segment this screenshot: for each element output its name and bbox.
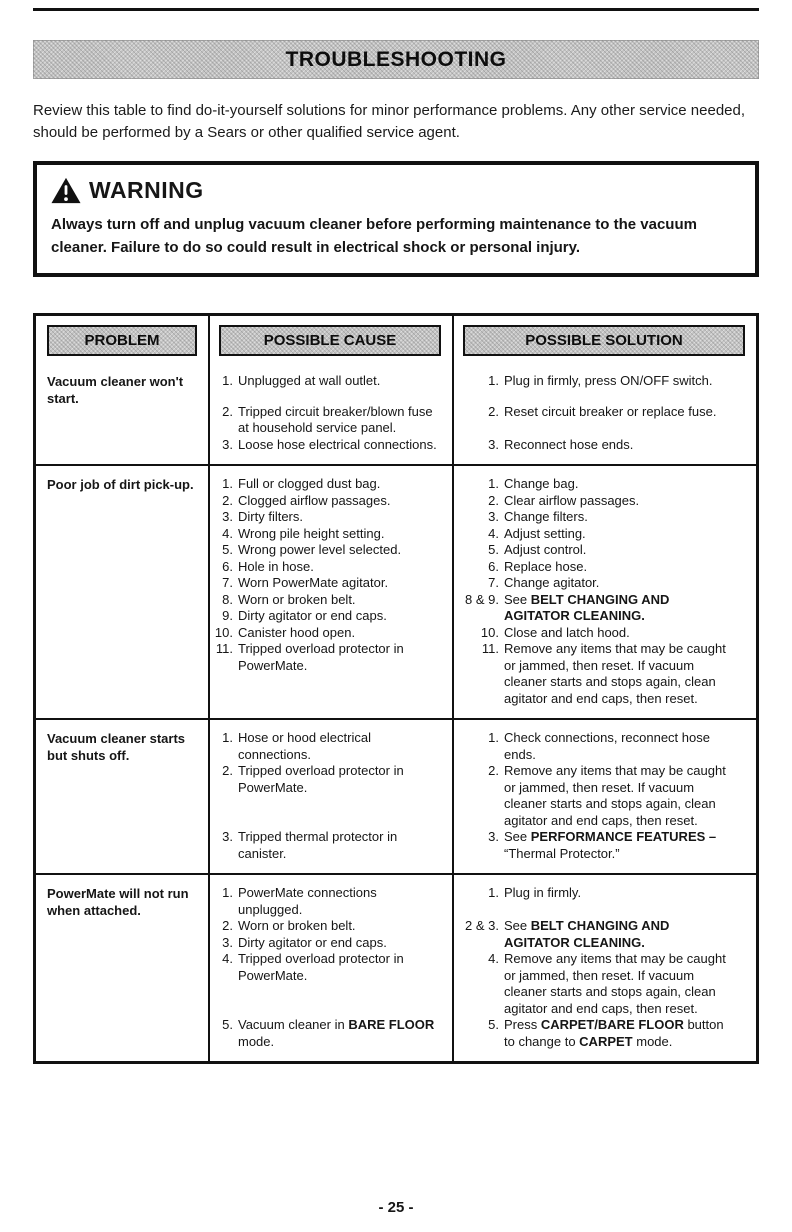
item-number: 1. [488,885,499,901]
item-text: Dirty agitator or end caps. [238,608,387,624]
item-text: PowerMate connections unplugged. [238,885,377,917]
solution-item [452,592,756,625]
item-number: 1. [488,476,499,492]
cause-item [208,476,452,493]
solution-item [452,509,756,526]
cause-item [208,730,452,763]
cause-item [208,526,452,543]
solution-item [452,1017,756,1050]
item-text: Hose or hood electrical connections. [238,730,371,762]
solution-item [452,476,756,493]
item-text: Worn or broken belt. [238,918,356,934]
cause-item [208,373,452,390]
item-number: 4. [488,951,499,967]
top-rule [33,8,759,11]
item-text: Unplugged at wall outlet. [238,373,381,389]
item-number: 8. [222,591,233,607]
item-number: 11. [215,641,233,657]
header-possible-cause: POSSIBLE CAUSE [219,325,441,356]
solution-item [452,373,756,390]
item-number: 9. [222,608,233,624]
item-number: 2 & 3. [465,918,499,934]
solution-item [452,559,756,576]
problem-cell: Vacuum cleaner starts but shuts off. [47,731,186,763]
item-number: 3. [222,436,233,452]
item-text: Canister hood open. [238,624,356,640]
item-text: Wrong power level selected. [238,542,402,558]
item-number: 2. [488,403,499,419]
table-rows [36,363,756,1061]
item-number: 10. [214,624,233,640]
item-text: Remove any items that may be caught or jammed, then reset. If vacuum cleaner starts and stops again, clean agitator and end caps, then reset. [504,763,726,828]
page-title: TROUBLESHOOTING [285,47,507,71]
item-text: Adjust setting. [504,525,586,541]
troubleshooting-table [33,313,759,1064]
cause-item [208,542,452,559]
item-text: Remove any items that may be caught or jammed, then reset. If vacuum cleaner starts and stops again, clean agitator and end caps, then reset. [504,951,726,1016]
cause-item [208,509,452,526]
item-text: Clogged airflow passages. [238,492,391,508]
item-number: 4. [222,525,233,541]
item-text: Replace hose. [504,558,588,574]
item-number: 10. [480,624,499,640]
cause-item [208,559,452,576]
item-number: 1. [488,730,499,746]
item-text: Worn or broken belt. [238,591,356,607]
item-text: Adjust control. [504,542,587,558]
item-number: 6. [222,558,233,574]
item-number: 3. [222,934,233,950]
item-number: 7. [488,575,499,591]
item-text: Plug in firmly, press ON/OFF switch. [504,373,713,389]
cause-item [208,829,452,862]
page-number: - 25 - [378,1199,414,1216]
item-number: 1. [222,373,233,389]
item-number: 3. [488,509,499,525]
cause-item [208,608,452,625]
item-number: 1. [222,885,233,901]
item-text: Vacuum cleaner in BARE FLOOR mode. [238,1017,435,1049]
table-row [36,464,756,718]
item-text: Tripped overload protector in PowerMate. [238,641,404,673]
solution-item [452,390,756,437]
table-row [36,873,756,1061]
item-text: See BELT CHANGING AND AGITATOR CLEANING. [504,591,670,624]
cause-item [208,951,452,1017]
item-text: Dirty filters. [238,509,303,525]
item-number: 5. [222,1017,233,1033]
header-possible-solution: POSSIBLE SOLUTION [463,325,745,356]
cause-item [208,493,452,510]
column-divider [452,316,454,1061]
item-text: Tripped circuit breaker/blown fuse at household service panel. [238,403,433,436]
item-text: Clear airflow passages. [504,492,640,508]
item-number: 8 & 9. [465,591,499,607]
warning-triangle-icon [51,177,81,204]
item-text: Wrong pile height setting. [238,525,385,541]
item-number: 2. [488,492,499,508]
cause-item [208,885,452,918]
solution-item [452,437,756,454]
item-number: 5. [488,542,499,558]
item-text: Hole in hose. [238,558,314,574]
item-number: 7. [222,575,233,591]
item-text: Tripped overload protector in PowerMate. [238,951,404,983]
item-text: Tripped thermal protector in canister. [238,829,398,861]
solution-item [452,641,756,707]
item-text: Check connections, reconnect hose ends. [504,730,710,762]
solution-item [452,542,756,559]
item-text: Change filters. [504,509,588,525]
item-number: 3. [488,829,499,845]
item-text: Remove any items that may be caught or jammed, then reset. If vacuum cleaner starts and stops again, clean agitator and end caps, then reset. [504,641,726,706]
warning-header [51,177,741,204]
item-text: Full or clogged dust bag. [238,476,381,492]
item-number: 2. [222,763,233,779]
cause-item [208,575,452,592]
item-number: 2. [222,492,233,508]
item-text: Press CARPET/BARE FLOOR button to change to CARPET mode. [504,1017,724,1049]
item-text: Change bag. [504,476,579,492]
solution-item [452,526,756,543]
problem-cell: PowerMate will not run when attached. [47,886,189,918]
item-number: 3. [488,436,499,452]
item-number: 1. [222,730,233,746]
troubleshooting-banner [33,40,759,79]
item-number: 5. [222,542,233,558]
item-number: 2. [222,918,233,934]
manual-page [0,8,792,1064]
item-text: Reconnect hose ends. [504,436,634,452]
solution-item [452,918,756,951]
solution-item [452,763,756,829]
item-number: 1. [222,476,233,492]
solution-item [452,885,756,918]
cause-item [208,592,452,609]
cause-item [208,763,452,829]
solution-item [452,829,756,862]
cause-item [208,625,452,642]
solution-item [452,493,756,510]
item-number: 3. [222,509,233,525]
solution-item [452,730,756,763]
item-number: 5. [488,1017,499,1033]
warning-box [33,161,759,277]
cause-item [208,918,452,935]
problem-cell: Poor job of dirt pick-up. [47,477,194,493]
problem-cell: Vacuum cleaner won't start. [47,374,184,406]
item-text: Change agitator. [504,575,600,591]
item-number: 2. [488,763,499,779]
column-divider [208,316,210,1061]
item-text: Loose hose electrical connections. [238,436,437,452]
item-text: See PERFORMANCE FEATURES – “Thermal Protector.” [504,829,717,861]
header-problem: PROBLEM [47,325,197,356]
solution-item [452,625,756,642]
warning-heading: WARNING [89,177,204,204]
warning-body: Always turn off and unplug vacuum cleaner before performing maintenance to the vacuum cleaner. Failure to do so could result in electrical shock or personal injury. [51,216,697,256]
item-number: 6. [488,558,499,574]
solution-item [452,575,756,592]
item-number: 4. [488,525,499,541]
item-number: 1. [488,373,499,389]
cause-item [208,1017,452,1050]
item-number: 4. [222,951,233,967]
cause-item [208,641,452,707]
table-row [36,718,756,873]
item-text: See BELT CHANGING AND AGITATOR CLEANING. [504,918,670,950]
item-text: Reset circuit breaker or replace fuse. [504,403,717,419]
item-number: 3. [222,829,233,845]
item-text: Plug in firmly. [504,885,582,901]
cause-item [208,390,452,437]
cause-item [208,935,452,952]
item-text: Close and latch hood. [504,624,630,640]
cause-item [208,437,452,454]
item-text: Tripped overload protector in PowerMate. [238,763,404,795]
item-text: Dirty agitator or end caps. [238,934,387,950]
item-text: Worn PowerMate agitator. [238,575,389,591]
table-header-row [36,316,756,363]
table-row [36,363,756,464]
intro-paragraph: Review this table to find do-it-yourself solutions for minor performance problems. Any other service needed, should be performed by a Sears or other qualified service agent. [33,102,746,142]
solution-item [452,951,756,1017]
item-number: 2. [222,403,233,419]
item-number: 11. [481,641,499,657]
